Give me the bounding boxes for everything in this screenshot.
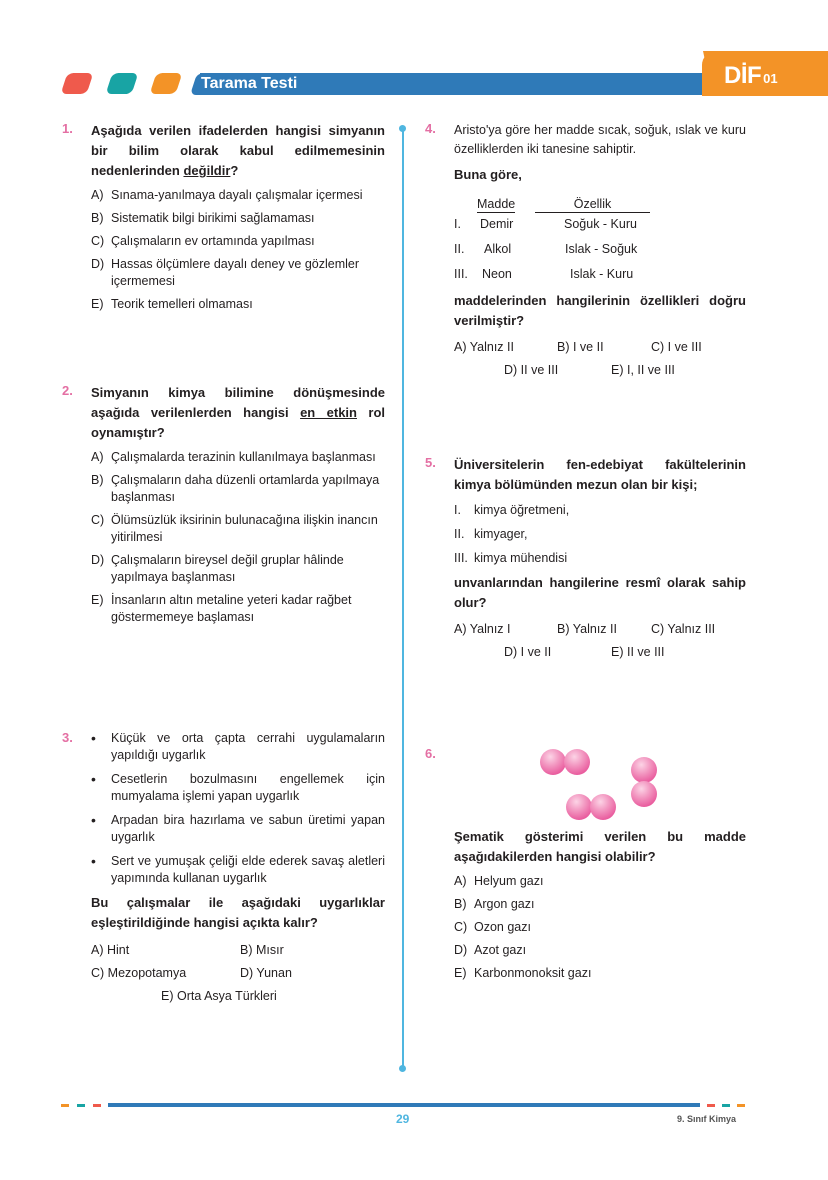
stem-emphasis: değildir	[183, 163, 231, 178]
question-stem: Şematik gösterimi verilen bu madde aşağıdakilerden hangisi olabilir?	[454, 829, 746, 864]
bullet-text: Sert ve yumuşak çeliği elde ederek savaş aletleri yapımında kullanan uygarlık	[111, 854, 385, 885]
option-text: Ozon gazı	[474, 920, 531, 934]
question-stem	[91, 121, 385, 181]
row-ozellik: Islak - Kuru	[570, 267, 634, 281]
atom-icon	[590, 794, 616, 820]
option-e[interactable]	[454, 965, 746, 982]
header-tab-teal	[106, 73, 139, 94]
bullet-text: Arpadan bira hazırlama ve sabun üretimi yapan uygarlık	[111, 813, 385, 844]
question-stem: maddelerinden hangilerinin özellikleri doğru verilmiştir?	[454, 293, 746, 328]
option-b[interactable]	[454, 896, 746, 913]
divider-top-dot	[399, 125, 406, 132]
option-c[interactable]: C) Yalnız III	[651, 622, 716, 636]
option-letter: D)	[91, 553, 105, 567]
option-c[interactable]	[91, 512, 385, 546]
option-letter: A)	[454, 874, 467, 888]
bullet-icon: •	[91, 730, 96, 746]
bullet-text: Küçük ve orta çapta cerrahi uygulamaların yapıldığı uygarlık	[111, 731, 385, 762]
options-grid	[454, 335, 746, 383]
stem-text: Aşağıda verilen ifadelerden hangisi simyanın bir bilim olarak kabul edilmemesinin nedenlerinden	[91, 123, 385, 178]
option-letter: A)	[91, 188, 104, 202]
option-d[interactable]	[91, 256, 385, 290]
options-grid	[91, 938, 385, 1008]
options-grid	[454, 617, 746, 665]
option-b[interactable]: B) Mısır	[240, 943, 284, 957]
bullet-icon: •	[91, 812, 96, 828]
page-number: 29	[396, 1112, 410, 1126]
stem-emphasis: en etkin	[300, 405, 357, 420]
option-b[interactable]	[91, 210, 385, 227]
table-header-madde: Madde	[477, 197, 516, 211]
roman-text: kimya öğretmeni,	[474, 503, 570, 517]
row-roman: III.	[454, 267, 468, 281]
question-stem	[91, 383, 385, 443]
option-letter: E)	[91, 593, 104, 607]
roman-numeral: III.	[454, 551, 468, 565]
option-c[interactable]: C) Mezopotamya	[91, 966, 187, 980]
option-e[interactable]: E) II ve III	[611, 645, 665, 659]
footer-dash-red	[707, 1104, 715, 1107]
question-stem: Üniversitelerin fen-edebiyat fakültelerinin kimya bölümünden mezun olan bir kişi;	[454, 457, 746, 492]
atom-icon	[631, 757, 657, 783]
stem-end: rol oynamıştır?	[91, 405, 385, 440]
bullet-item	[91, 812, 385, 846]
option-e[interactable]	[91, 296, 385, 313]
option-d[interactable]: D) II ve III	[504, 363, 559, 377]
option-c[interactable]	[91, 233, 385, 250]
roman-numeral: I.	[454, 503, 461, 517]
option-b[interactable]: B) Yalnız II	[557, 622, 617, 636]
option-text: Karbonmonoksit gazı	[474, 966, 592, 980]
page-title: Tarama Testi	[201, 75, 298, 92]
option-e[interactable]	[91, 592, 385, 626]
question-stem-2: unvanlarından hangilerine resmî olarak sahip olur?	[454, 575, 746, 610]
atom-icon	[540, 749, 566, 775]
divider-bottom-dot	[399, 1065, 406, 1072]
option-letter: B)	[454, 897, 467, 911]
option-letter: A)	[91, 450, 104, 464]
roman-numeral: II.	[454, 527, 465, 541]
question-lead: Buna göre,	[454, 167, 522, 182]
option-text: Azot gazı	[474, 943, 527, 957]
row-roman: I.	[454, 217, 461, 231]
option-e[interactable]: E) Orta Asya Türkleri	[161, 989, 277, 1003]
option-letter: C)	[454, 920, 468, 934]
roman-item	[454, 502, 746, 519]
option-letter: E)	[454, 966, 467, 980]
option-d[interactable]	[454, 942, 746, 959]
option-a[interactable]: A) Yalnız I	[454, 622, 511, 636]
footer-dash-orange	[61, 1104, 69, 1107]
stem-text: Simyanın kimya bilimine dönüşmesinde aşağıda verilenlerden hangisi	[91, 385, 385, 420]
row-roman: II.	[454, 242, 465, 256]
option-letter: C)	[91, 513, 105, 527]
properties-table	[454, 193, 746, 281]
question-6-body	[454, 827, 746, 982]
roman-text: kimyager,	[474, 527, 528, 541]
option-text: Sistematik bilgi birikimi sağlamaması	[111, 211, 315, 225]
option-d[interactable]: D) Yunan	[240, 966, 292, 980]
dif-badge-text: DİF	[724, 62, 762, 89]
dif-badge-label	[724, 62, 778, 93]
option-b[interactable]	[91, 472, 385, 506]
option-c[interactable]: C) I ve III	[651, 340, 702, 354]
question-number: 6.	[425, 746, 436, 761]
atom-icon	[631, 781, 657, 807]
option-a[interactable]: A) Hint	[91, 943, 130, 957]
header-tab-red	[61, 73, 94, 94]
option-text: Çalışmaların bireysel değil gruplar hâlinde yapılmaya başlanması	[111, 553, 344, 584]
option-a[interactable]	[454, 873, 746, 890]
bullet-icon: •	[91, 771, 96, 787]
question-intro: Aristo'ya göre her madde sıcak, soğuk, ıslak ve kuru özelliklerden iki tanesine sahiptir.	[454, 123, 746, 156]
option-d[interactable]: D) I ve II	[504, 645, 552, 659]
option-text: Hassas ölçümlere dayalı deney ve gözlemler içermemesi	[111, 257, 360, 288]
option-letter: D)	[454, 943, 468, 957]
option-a[interactable]	[91, 449, 385, 466]
footer-dash-teal	[77, 1104, 85, 1107]
question-number: 5.	[425, 455, 436, 470]
option-letter: D)	[91, 257, 105, 271]
roman-text: kimya mühendisi	[474, 551, 568, 565]
question-number: 4.	[425, 121, 436, 136]
header-tab-orange	[150, 73, 183, 94]
question-number: 3.	[62, 730, 73, 745]
option-text: Sınama-yanılmaya dayalı çalışmalar içermesi	[111, 188, 363, 202]
row-madde: Neon	[482, 267, 512, 281]
footer-dash-orange	[737, 1104, 745, 1107]
footer-dash-teal	[722, 1104, 730, 1107]
atom-icon	[564, 749, 590, 775]
stem-end: ?	[230, 163, 239, 178]
option-d[interactable]	[91, 552, 385, 586]
bullet-icon: •	[91, 853, 96, 869]
option-text: Argon gazı	[474, 897, 535, 911]
option-letter: E)	[91, 297, 104, 311]
option-letter: C)	[91, 234, 105, 248]
roman-item	[454, 550, 746, 567]
option-b[interactable]: B) I ve II	[557, 340, 604, 354]
option-a[interactable]	[91, 187, 385, 204]
roman-item	[454, 526, 746, 543]
option-text: Çalışmalarda terazinin kullanılmaya başlanması	[111, 450, 376, 464]
question-stem: Bu çalışmalar ile aşağıdaki uygarlıklar eşleştirildiğinde hangisi açıkta kalır?	[91, 895, 385, 930]
option-e[interactable]: E) I, II ve III	[611, 363, 675, 377]
option-text: Çalışmaların daha düzenli ortamlarda yapılmaya başlanması	[111, 473, 380, 504]
option-letter: B)	[91, 473, 104, 487]
option-text: Helyum gazı	[474, 874, 544, 888]
footer-line	[108, 1103, 700, 1107]
question-number: 1.	[62, 121, 73, 136]
bullet-item	[91, 853, 385, 887]
course-label: 9. Sınıf Kimya	[677, 1114, 737, 1124]
column-divider	[402, 128, 404, 1068]
dif-badge-number: 01	[763, 71, 778, 86]
bullet-item	[91, 771, 385, 805]
option-text: İnsanların altın metaline yeteri kadar rağbet göstermemeye başlaması	[111, 593, 352, 624]
row-madde: Demir	[480, 217, 514, 231]
option-text: Çalışmaların ev ortamında yapılması	[111, 234, 315, 248]
option-c[interactable]	[454, 919, 746, 936]
footer-dash-red	[93, 1104, 101, 1107]
atom-icon	[566, 794, 592, 820]
option-text: Teorik temelleri olmaması	[111, 297, 253, 311]
question-number: 2.	[62, 383, 73, 398]
row-ozellik: Islak - Soğuk	[565, 242, 638, 256]
bullet-item	[91, 730, 385, 764]
option-letter: B)	[91, 211, 104, 225]
bullet-text: Cesetlerin bozulmasını engellemek için mumyalama işlemi yapan uygarlık	[111, 772, 385, 803]
row-madde: Alkol	[484, 242, 512, 256]
table-header-ozellik: Özellik	[535, 197, 650, 213]
row-ozellik: Soğuk - Kuru	[564, 217, 637, 231]
option-a[interactable]: A) Yalnız II	[454, 340, 514, 354]
option-text: Ölümsüzlük iksirinin bulunacağına ilişkin inancın yitirilmesi	[111, 513, 378, 544]
